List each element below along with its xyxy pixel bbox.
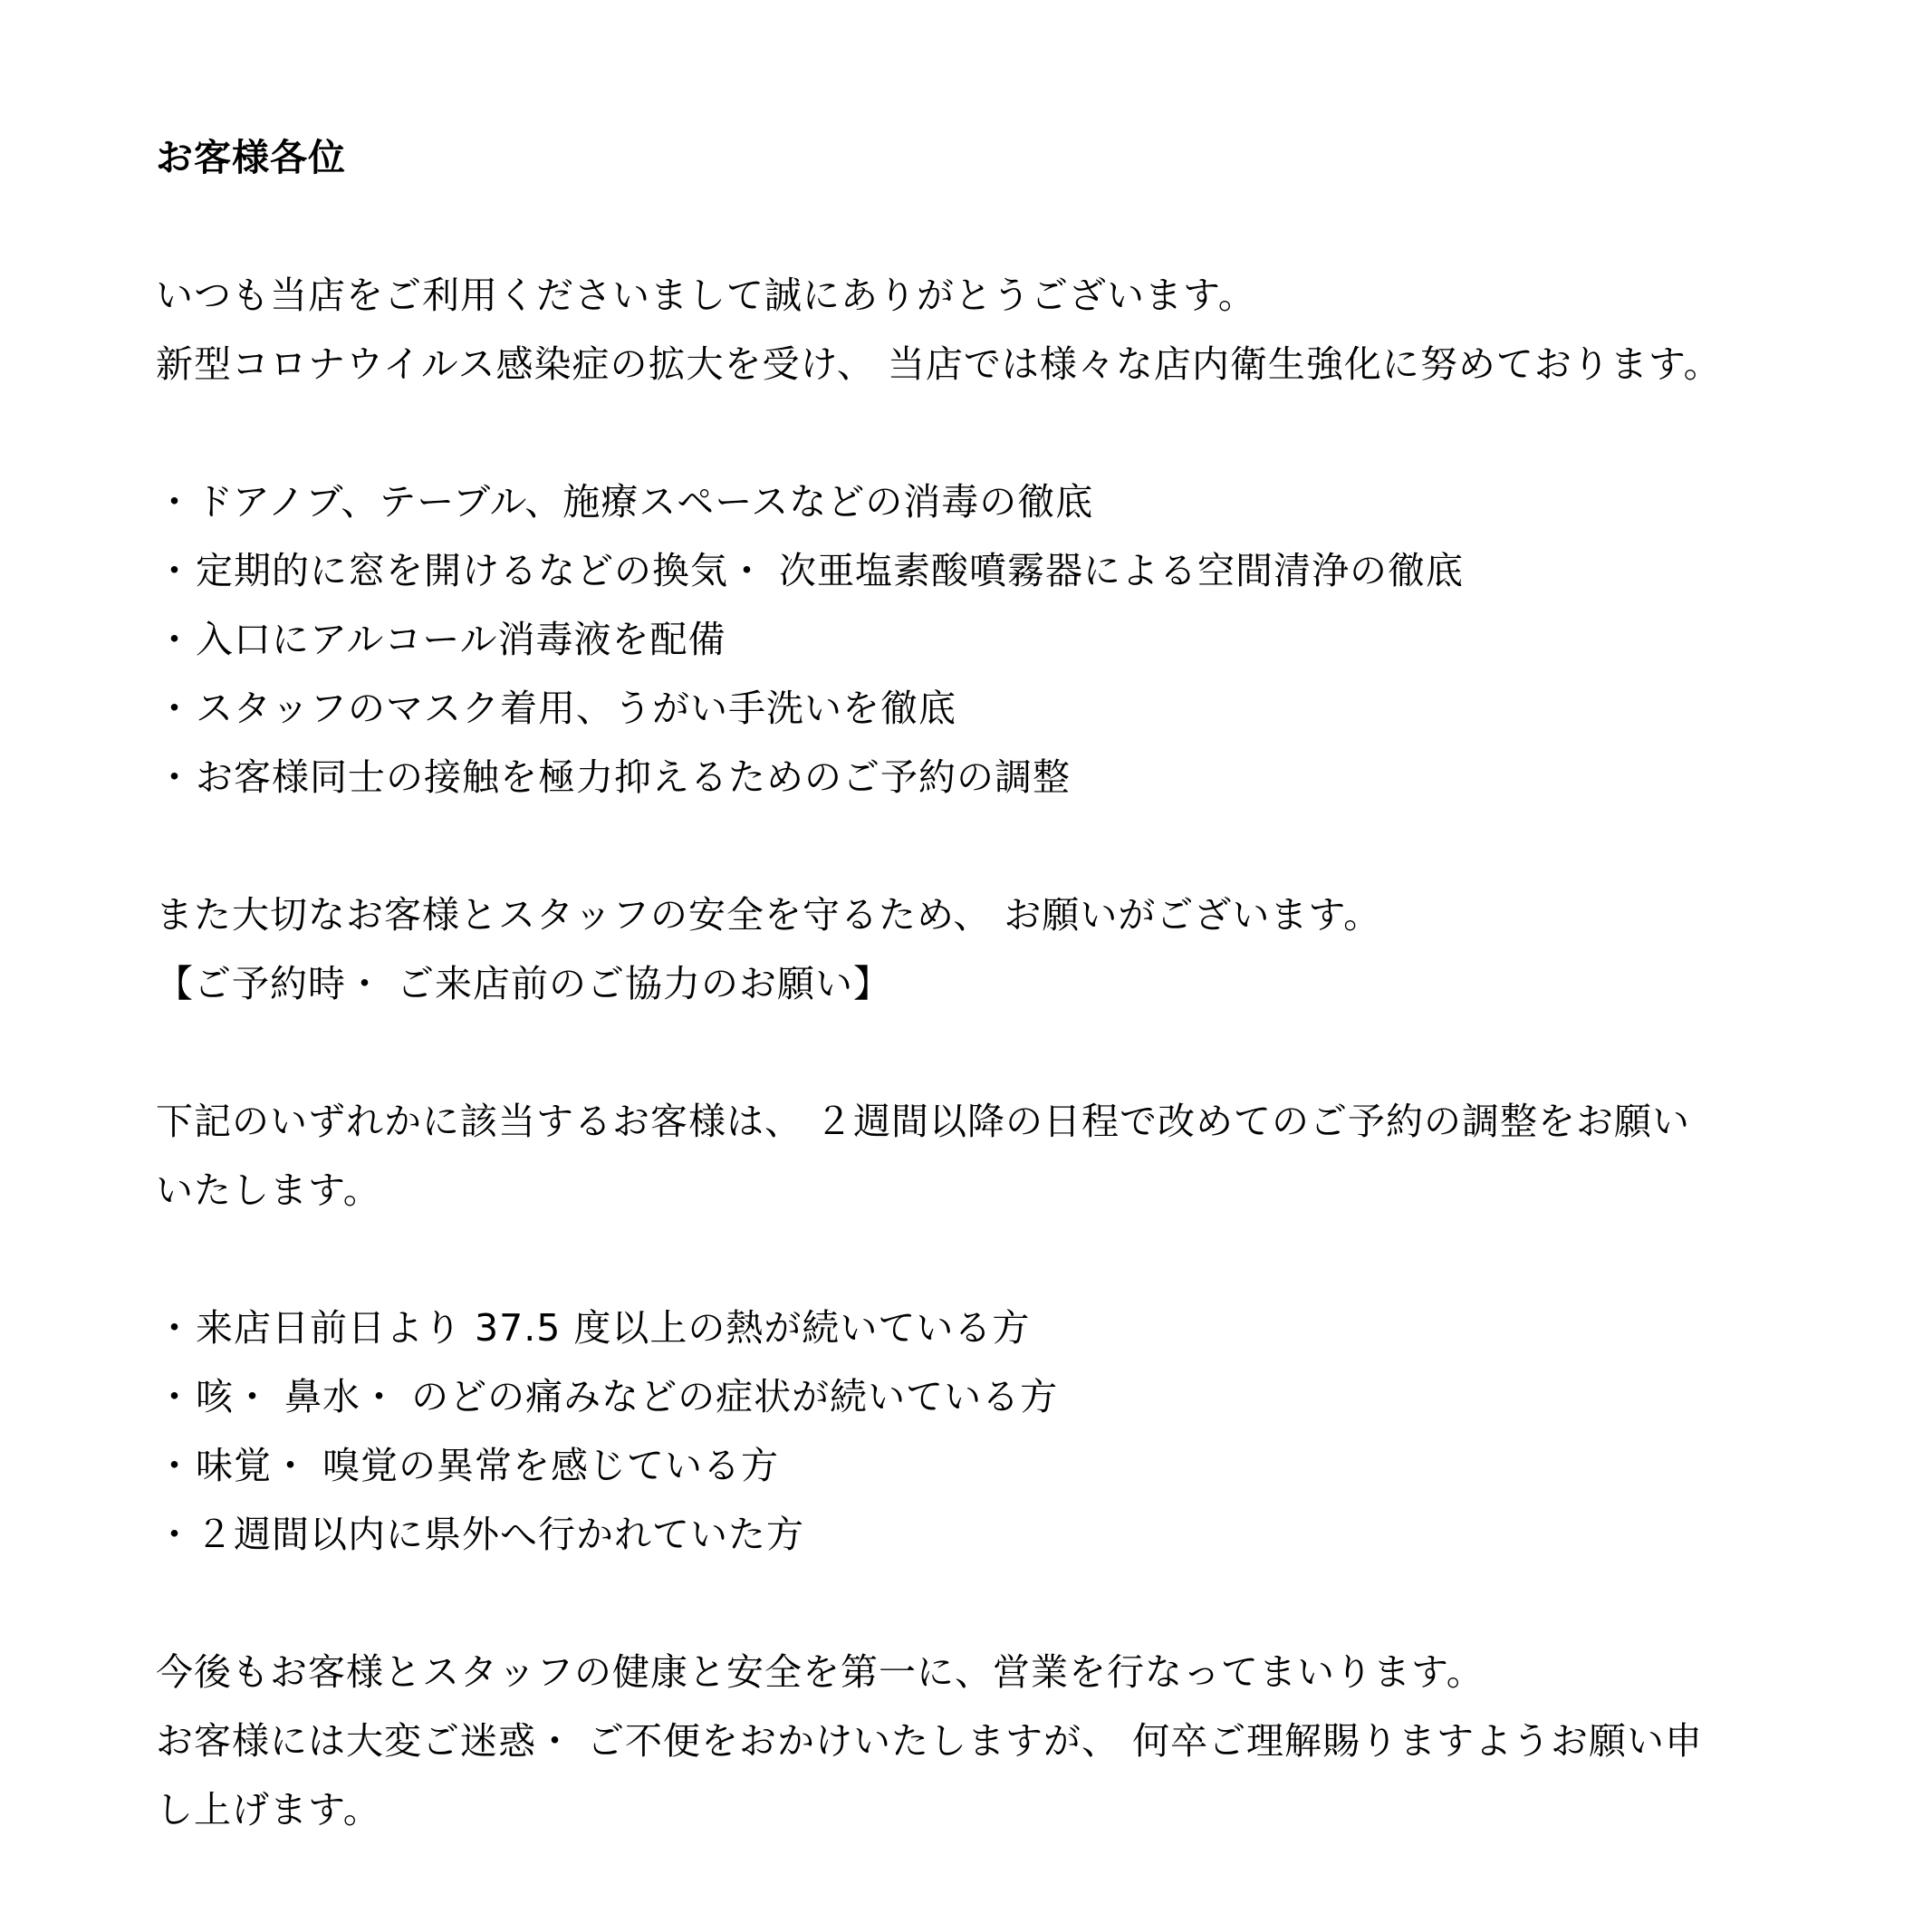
notice-document xyxy=(156,123,1822,1844)
bullet-dot: ・ xyxy=(156,618,194,661)
condition-text: 来店日前日より 37.5 度以上の熱が続いている方 xyxy=(196,1306,1031,1350)
measure-text: 定期的に窓を開けるなどの換気・ 次亜塩素酸噴霧器による空間清浄の徹底 xyxy=(196,549,1465,592)
measure-text: スタッフのマスク着用、うがい手洗いを徹底 xyxy=(196,687,956,730)
spacer xyxy=(156,1569,1822,1638)
closing-line: お客様には大変ご迷惑・ ご不便をおかけいたしますが、 何卒ご理解賜りますようお願い申 xyxy=(156,1719,1704,1763)
bullet-dot: ・ xyxy=(156,687,194,730)
bullet-dot: ・ xyxy=(156,1513,194,1556)
measure-text: お客様同士の接触を極力抑えるためのご予約の調整 xyxy=(196,755,1071,799)
bullet-dot: ・ xyxy=(156,480,194,524)
bullet-dot: ・ xyxy=(156,755,194,799)
intro-line: 新型コロナウイルス感染症の拡大を受け、 当店では様々な店内衛生強化に努めております。 xyxy=(156,342,1722,386)
condition-intro-line: いたします。 xyxy=(156,1168,381,1212)
condition-text: 味覚・ 嗅覚の異常を感じている方 xyxy=(196,1444,780,1487)
measure-text: ドアノブ、テーブル、施療スペースなどの消毒の徹底 xyxy=(196,480,1094,524)
spacer xyxy=(156,1225,1822,1293)
request-heading: 【ご予約時・ ご来店前のご協力のお願い】 xyxy=(156,962,892,1005)
list-item xyxy=(156,536,1822,605)
closing-line: 今後もお客様とスタッフの健康と安全を第一に、営業を行なってまいります。 xyxy=(156,1650,1485,1694)
list-item xyxy=(156,1431,1822,1500)
closing-line: し上げます。 xyxy=(156,1788,381,1831)
list-item xyxy=(156,743,1822,812)
list-item xyxy=(156,1500,1822,1569)
request-line: また大切なお客様とスタッフの安全を守るため、 お願いがございます。 xyxy=(156,893,1382,937)
condition-text: ２週間以内に県外へ行かれていた方 xyxy=(196,1513,804,1556)
spacer xyxy=(156,399,1822,467)
spacer xyxy=(156,812,1822,880)
list-item xyxy=(156,467,1822,536)
bullet-dot: ・ xyxy=(156,1375,194,1418)
condition-text: 咳・ 鼻水・ のどの痛みなどの症状が続いている方 xyxy=(196,1375,1059,1418)
bullet-dot: ・ xyxy=(156,1444,194,1487)
list-item xyxy=(156,674,1822,743)
list-item xyxy=(156,605,1822,674)
bullet-dot: ・ xyxy=(156,1306,194,1350)
greeting-title: お客様各位 xyxy=(156,136,346,179)
spacer xyxy=(156,192,1822,261)
intro-line: いつも当店をご利用くださいまして誠にありがとうございます。 xyxy=(156,274,1256,317)
bullet-dot: ・ xyxy=(156,549,194,592)
measures-list xyxy=(156,467,1822,812)
condition-intro-line: 下記のいずれかに該当するお客様は、 ２週間以降の日程で改めてのご予約の調整をお願い xyxy=(156,1100,1691,1143)
list-item xyxy=(156,1293,1822,1362)
list-item xyxy=(156,1362,1822,1431)
conditions-list xyxy=(156,1293,1822,1569)
measure-text: 入口にアルコール消毒液を配備 xyxy=(196,618,726,661)
spacer xyxy=(156,1018,1822,1087)
